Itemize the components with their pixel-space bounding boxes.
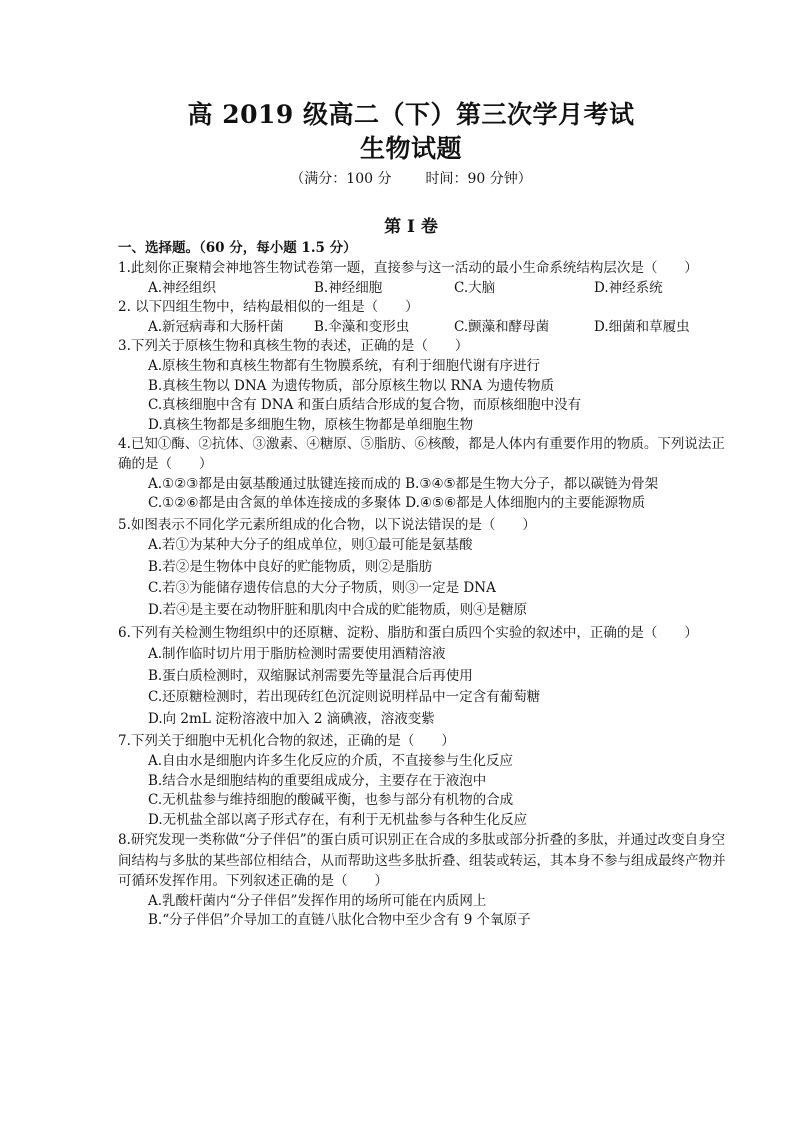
- question-stem: 3.下列关于原核生物和真核生物的表述，正确的是（ ）: [118, 338, 469, 355]
- time-info: 时间：90 分钟）: [425, 171, 532, 187]
- option-d: D.无机盐全部以离子形式存在，有利于无机盐参与各种生化反应: [148, 811, 528, 828]
- option-d: D.神经系统: [594, 279, 663, 296]
- question-stem: 7.下列关于细胞中无机化合物的叙述，正确的是（ ）: [118, 733, 455, 750]
- option-a: A.新冠病毒和大肠杆菌: [148, 318, 284, 335]
- option-row: [118, 318, 734, 338]
- question-6: [118, 623, 734, 730]
- option-c: C.若③为能储存遗传信息的大分子物质，则③一定是 DNA: [148, 580, 496, 597]
- option-d: D.向 2mL 淀粉溶液中加入 2 滴碘液，溶液变紫: [148, 710, 435, 727]
- option-b: B.神经细胞: [314, 279, 383, 296]
- option-d: D.若④是主要在动物肝脏和肌肉中合成的贮能物质，则④是糖原: [148, 601, 528, 618]
- question-1: [118, 259, 734, 298]
- option-ab: A.①②③都是由氨基酸通过肽键连接而成的 B.③④⑤都是生物大分子，都以碳链为骨架: [148, 475, 659, 492]
- option-a: A.神经组织: [148, 279, 217, 296]
- option-b: B.若②是生物体中良好的贮能物质，则②是脂肪: [148, 558, 433, 575]
- option-c: C.真核细胞中含有 DNA 和蛋白质结合形成的复合物，而原核细胞中没有: [148, 397, 582, 414]
- option-d: D.细菌和草履虫: [594, 318, 690, 335]
- question-stem: 1.此刻你正聚精会神地答生物试卷第一题，直接参与这一活动的最小生命系统结构层次是（ ）: [118, 260, 698, 276]
- section-title: 第 I 卷: [384, 217, 438, 237]
- exam-info: [88, 168, 734, 190]
- option-b: B.真核生物以 DNA 为遗传物质，部分原核生物以 RNA 为遗传物质: [148, 377, 554, 394]
- question-stem: 5.如图表示不同化学元素所组成的化合物，以下说法错误的是（ ）: [118, 516, 536, 533]
- option-cd: C.①②⑥都是由含氮的单体连接成的多聚体 D.④⑤⑥都是人体细胞内的主要能源物质: [148, 495, 646, 512]
- question-3: [118, 337, 734, 435]
- option-a: A.乳酸杆菌内“分子伴侣”发挥作用的场所可能在内质网上: [148, 892, 487, 909]
- option-a: A.制作临时切片用于脂肪检测时需要使用酒精溶液: [148, 646, 446, 663]
- part-heading: 一、选择题。（60 分，每小题 1.5 分）: [118, 240, 357, 256]
- option-c: C.颤藻和酵母菌: [454, 318, 550, 335]
- option-c: C.无机盐参与维持细胞的酸碱平衡，也参与部分有机物的合成: [148, 792, 514, 809]
- question-stem: 8.研究发现一类称做“分子伴侣”的蛋白质可识别正在合成的多肽或部分折叠的多肽，并通过改变自身空间结构与多肽的某些部位相结合，从而帮助这些多肽折叠、组装或转运，其本身不参与组成最终产物并可循环发挥作用。下列叙述正确的是（ ）: [118, 832, 726, 890]
- question-stem: 6.下列有关检测生物组织中的还原糖、淀粉、脂肪和蛋白质四个实验的叙述中，正确的是（ ）: [118, 625, 698, 642]
- question-2: [118, 298, 734, 337]
- option-c: C.大脑: [454, 279, 496, 296]
- option-a: A.原核生物和真核生物都有生物膜系统，有利于细胞代谢有序进行: [148, 357, 541, 374]
- option-b: B.结合水是细胞结构的重要组成成分，主要存在于液泡中: [148, 772, 487, 789]
- option-d: D.真核生物都是多细胞生物，原核生物都是单细胞生物: [148, 416, 474, 433]
- question-4: [118, 435, 734, 513]
- question-stem: 4.已知①酶、②抗体、③激素、④糖原、⑤脂肪、⑥核酸，都是人体内有重要作用的物质。下列说法正确的是（ ）: [118, 436, 725, 472]
- question-5: [118, 516, 734, 622]
- option-a: A.自由水是细胞内许多生化反应的介质，不直接参与生化反应: [148, 752, 514, 769]
- option-b: B.蛋白质检测时，双缩脲试剂需要先等量混合后再使用: [148, 667, 473, 684]
- question-stem: 2. 以下四组生物中，结构最相似的一组是（ ）: [118, 299, 419, 316]
- option-b: B.“分子伴侣”介导加工的直链八肽化合物中至少含有 9 个氧原子: [148, 912, 531, 929]
- option-row: [118, 279, 734, 299]
- score-info: （满分：100 分: [290, 171, 392, 187]
- option-c: C.还原糖检测时，若出现砖红色沉淀则说明样品中一定含有葡萄糖: [148, 689, 541, 706]
- subject-title: 生物试题: [359, 134, 462, 163]
- option-b: B.伞藻和变形虫: [314, 318, 410, 335]
- question-8: [118, 830, 734, 931]
- exam-title: 高 2019 级高二（下）第三次学月考试: [187, 100, 635, 129]
- question-7: [118, 732, 734, 830]
- option-a: A.若①为某种大分子的组成单位，则①最可能是氨基酸: [148, 537, 473, 554]
